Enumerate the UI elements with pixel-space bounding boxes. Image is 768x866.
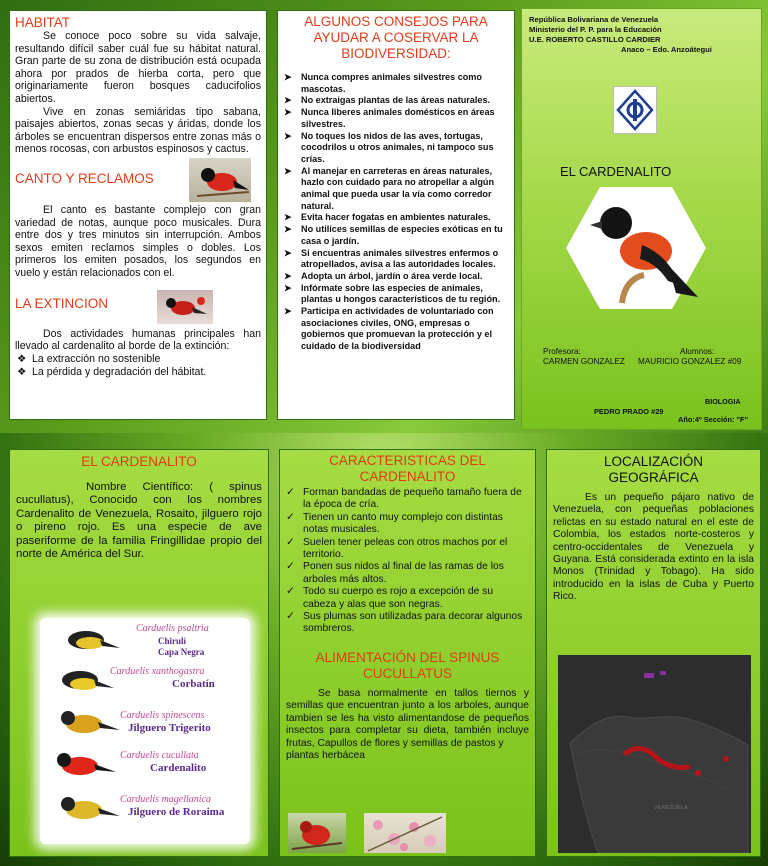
- profesora-block: [543, 347, 625, 366]
- institution-line-3: U.E. ROBERTO CASTILLO CARDIER: [529, 35, 661, 44]
- list-item: ➤ Evita hacer fogatas en ambientes naturales.: [284, 212, 491, 223]
- school-logo: [613, 86, 657, 134]
- consejos-list: [284, 72, 508, 353]
- list-item: ➤ Adopta un árbol, jardín o área verde local.: [284, 270, 483, 281]
- arrow-bullet-icon: ➤: [284, 165, 292, 176]
- alumnos-label: Alumnos:: [680, 347, 715, 356]
- panel-habitat: [9, 10, 267, 420]
- map-country-label: VENEZUELA: [654, 805, 689, 811]
- profesora-label: Profesora:: [543, 347, 581, 356]
- extincion-paragraph: Dos actividades humanas principales han llevado al cardenalito al borde de la extinción:: [15, 327, 261, 353]
- species-2-common: Corbatín: [172, 678, 215, 690]
- list-item: ✓ Todo su cuerpo es rojo a excepción de su cabeza y alas que son negras.: [286, 586, 494, 610]
- species-4-scientific: Carduelis cucullata: [120, 750, 199, 761]
- arrow-bullet-icon: ➤: [284, 95, 292, 106]
- arrow-bullet-icon: ➤: [284, 72, 292, 82]
- cardenalito-title: EL CARDENALITO: [81, 454, 197, 469]
- distribution-map: [558, 655, 751, 853]
- arrow-bullet-icon: ➤: [284, 270, 292, 281]
- cover-bird-hexagon: [564, 185, 708, 311]
- diamond-bullet-icon: ❖: [17, 365, 27, 378]
- extincion-title: LA EXTINCION: [15, 295, 109, 311]
- list-item: ➤ No extraigas plantas de las áreas naturales.: [284, 95, 491, 106]
- habitat-title: HABITAT: [15, 15, 71, 30]
- list-item: ✓ Tienen un canto muy complejo con distintas notas musicales.: [286, 511, 503, 536]
- institution-location: Anaco – Edo. Anzoátegui: [621, 45, 712, 54]
- arrow-bullet-icon: ➤: [284, 212, 292, 223]
- localizacion-paragraph: Es un pequeño pájaro nativo de Venezuela, con pequeñas poblaciones relictas en su estado natural en el este de Colombia, los estados norte-costeros y centro-occidentales de Venezuela y Guyana. Está considerada extinto en la isla Monos (Trinidad y Tobago). Ha sido introducido en la islas de Cuba y Puerto Rico.: [553, 492, 754, 603]
- arrow-bullet-icon: ➤: [284, 247, 292, 258]
- arrow-bullet-icon: ➤: [284, 107, 292, 118]
- institution-line-2: Ministerio del P. P. para la Educación: [529, 25, 662, 34]
- species-2-scientific: Carduelis xanthogastra: [110, 666, 205, 677]
- list-item: ➤ Nunca compres animales silvestres como mascotas.: [284, 72, 482, 94]
- list-item: ➤ No toques los nidos de las aves, tortugas, cocodrilos u otros animales, ni tampoco sus crías.: [284, 130, 494, 164]
- profesora-name: CARMEN GONZALEZ: [543, 356, 625, 366]
- list-item: ✓ Ponen sus nidos al final de las ramas de los arboles más altos.: [286, 561, 504, 585]
- alimentacion-title: ALIMENTACIÓN DEL SPINUS CUCULLATUS: [315, 649, 500, 681]
- species-1-common: Chirulí: [158, 636, 187, 646]
- institution-line-1: República Bolivariana de Venezuela: [529, 15, 659, 24]
- checkmark-icon: ✓: [286, 487, 295, 498]
- cardenalito-description: Nombre Científico: ( spinus cucullatus), Conocido con los nombres Cardenalito de Venezuela, Rosaito, jilguero rojo o pireno rojo. Es una especie de ave paseriforme de la familia Fringillidae propio del norte de América del Sur.: [16, 481, 262, 561]
- institution-block: [529, 15, 712, 55]
- checkmark-icon: ✓: [286, 511, 295, 523]
- alumnos-block: [638, 347, 741, 366]
- brochure-inside: [0, 433, 768, 866]
- checkmark-icon: ✓: [286, 561, 295, 573]
- alumno-1: MAURICIO GONZALEZ #09: [638, 356, 742, 366]
- caracteristicas-list: [286, 487, 529, 636]
- list-item: ❖ La pérdida y degradación del hábitat.: [17, 365, 207, 378]
- cover-title: EL CARDENALITO: [560, 164, 672, 179]
- species-1-common-alt: Capa Negra: [158, 647, 205, 657]
- panel-caracteristicas: [279, 449, 536, 857]
- canto-title: CANTO Y RECLAMOS: [15, 170, 154, 186]
- species-5-common: Jilguero de Roraima: [128, 806, 225, 818]
- list-item: ✓ Sus plumas son utilizadas para decorar algunos sombreros.: [286, 611, 523, 635]
- caracteristicas-title: CARACTERISTICAS DEL CARDENALITO: [329, 453, 486, 484]
- list-item: ➤ Nunca liberes animales domésticos en áreas silvestres.: [284, 107, 495, 129]
- habitat-paragraph-2: Vive en zonas semiáridas tipo sabana, paisajes abiertos, zonas secas y áridas, donde los árboles se encuentran dispersos entre zonas más o menos rocosas, con arbustos espinosos y cactus.: [15, 105, 261, 156]
- species-3-scientific: Carduelis spinescens: [120, 710, 205, 721]
- consejos-title: ALGUNOS CONSEJOS PARA AYUDAR A COSERVAR LA BIODIVERSIDAD:: [304, 14, 488, 61]
- section-label: Año:4º Sección: "F": [678, 415, 749, 424]
- panel-cover: [521, 8, 762, 430]
- species-chart: [40, 618, 250, 844]
- list-item: ❖ La extracción no sostenible: [17, 352, 161, 365]
- arrow-bullet-icon: ➤: [284, 130, 292, 141]
- alimentacion-paragraph-end: plantas herbácea: [286, 749, 366, 761]
- cardinal-photo-2: [157, 290, 213, 324]
- cardinal-eating-photo: [288, 813, 346, 853]
- species-4-common: Cardenalito: [150, 762, 207, 774]
- panel-localizacion: [546, 449, 761, 857]
- list-item: ✓ Suelen tener peleas con otros machos por el territorio.: [286, 536, 508, 561]
- diamond-bullet-icon: ❖: [17, 352, 27, 365]
- checkmark-icon: ✓: [286, 611, 295, 623]
- list-item: ✓ Forman bandadas de pequeño tamaño fuera de la época de cría.: [286, 487, 522, 511]
- arrow-bullet-icon: ➤: [284, 224, 292, 235]
- canto-paragraph: El canto es bastante complejo con gran variedad de notas, aunque poco musicales. Dura entre dos y tres minutos sin interrupción. Ambos sexos emiten reclamos simples o dobles. Los primeros los emiten posados, los segundos en vuelo y están relacionados con el.: [15, 203, 261, 279]
- list-item: ➤ Infórmate sobre las especies de animales, plantas u hongos característicos de tu región.: [284, 282, 501, 305]
- list-item: ➤ Si encuentras animales silvestres enfermos o atropellados, avisa a las autoridades locales.: [284, 247, 499, 270]
- list-item: ➤ No utilices semillas de especies exóticas en tu casa o jardín.: [284, 224, 503, 246]
- list-item: ➤ Al manejar en carreteras en áreas naturales, hazlo con cuidado para no atropellar a algún animal que pueda usar la vía como corredor natural.: [284, 165, 495, 211]
- arrow-bullet-icon: ➤: [284, 282, 292, 293]
- blossom-photo: [364, 813, 446, 853]
- species-5-scientific: Carduelis magellanica: [120, 794, 212, 805]
- species-3-common: Jilguero Trigerito: [128, 722, 211, 734]
- subject-label: BIOLOGIA: [705, 397, 741, 406]
- cardinal-photo-1: [189, 158, 251, 202]
- localizacion-title: LOCALIZACIÓN GEOGRÁFICA: [603, 454, 704, 485]
- panel-cardenalito: [9, 449, 269, 857]
- arrow-bullet-icon: ➤: [284, 306, 292, 317]
- alimentacion-paragraph: Se basa normalmente en tallos tiernos y semillas que encuentran junto a los arboles, aunque tambien se les ha visto alimentandose de pequeños insectos para completar su dieta, también incluye frutas, Capullos de flores y semillas de pastos y: [286, 687, 529, 749]
- list-item: ➤ Participa en actividades de voluntariado con asociaciones civiles, ONG, empresas o gobiernos que promuevan la protección y el cuidado de la biodiversidad: [284, 306, 494, 352]
- extincion-list: [15, 353, 261, 379]
- checkmark-icon: ✓: [286, 536, 295, 548]
- checkmark-icon: ✓: [286, 586, 295, 598]
- alumno-2: PEDRO PRADO #29: [594, 407, 664, 416]
- panel-consejos: [277, 10, 515, 420]
- species-1-scientific: Carduelis psaltria: [136, 623, 209, 634]
- habitat-paragraph-1: Se conoce poco sobre su vida salvaje, resultando difícil saber cuál fue su hábitat natural. Gran parte de su zona de distribución está ocupada ahora por prados de hierba corta, pero que originariamente fueron bosques caducifolios abiertos.: [15, 30, 261, 105]
